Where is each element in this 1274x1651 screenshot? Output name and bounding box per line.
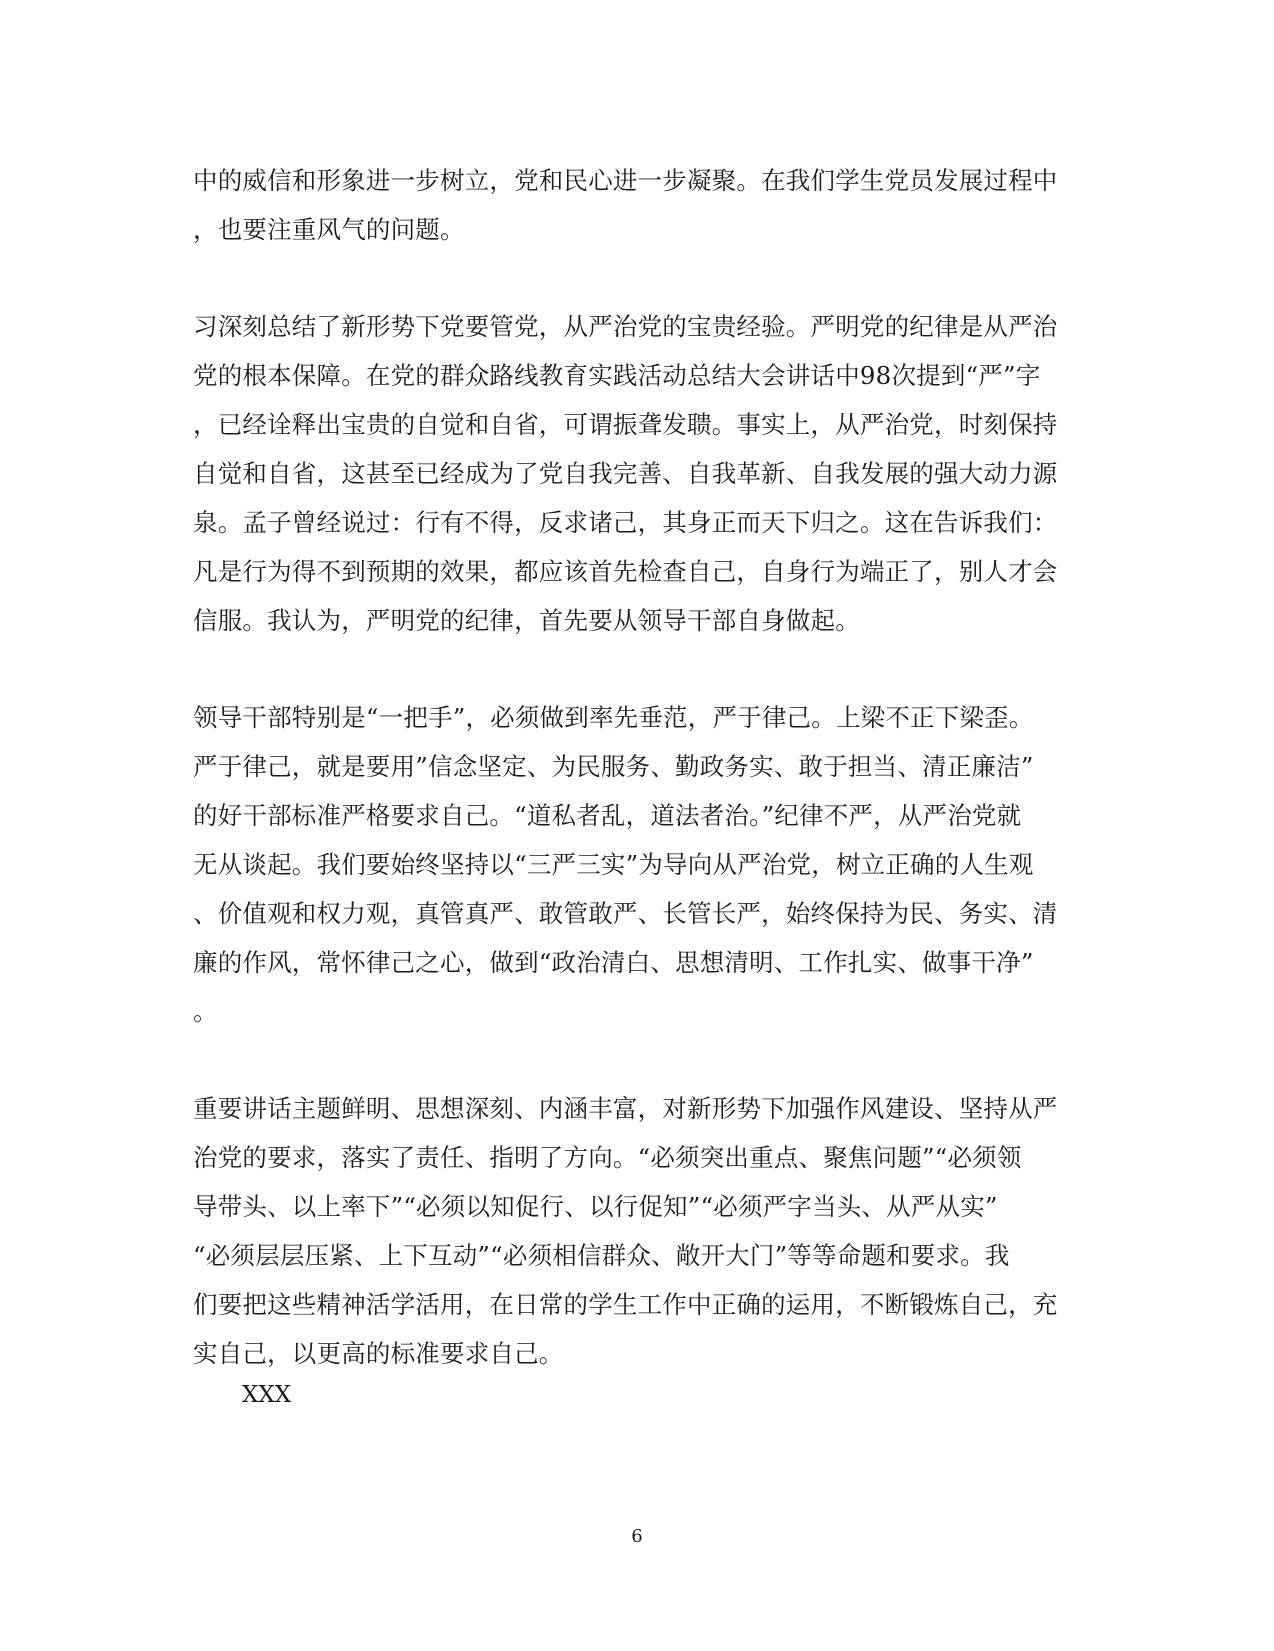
text-line: 严于律己，就是要用”信念坚定、为民服务、勤政务实、敢于担当、清正廉洁” [193,752,1034,781]
text-line: 廉的作风，常怀律己之心，做到“政治清白、思想清明、工作扎实、做事干净” [193,948,1034,977]
text-line: 治党的要求，落实了责任、指明了方向。“必须突出重点、聚焦问题”“必须领 [193,1143,1022,1172]
text-line: 泉。孟子曾经说过：行有不得，反求诸己，其身正而天下归之。这在告诉我们： [193,508,1058,537]
text-line: ，已经诠释出宝贵的自觉和自省，可谓振聋发聩。事实上，从严治党，时刻保持 [193,410,1058,439]
text-line: 实自己，以更高的标准要求自己。 [193,1339,564,1368]
paragraph-3 [193,693,1073,1036]
paragraph-4 [193,1084,1073,1378]
signature: XXX [242,1382,292,1408]
text-line: 。 [193,997,218,1026]
text-line: 导带头、以上率下”“必须以知促行、以行促知”“必须严字当头、从严从实” [193,1192,998,1221]
text-line: “必须层层压紧、上下互动”“必须相信群众、敞开大门”等等命题和要求。我 [193,1241,1010,1270]
paragraph-2 [193,302,1073,645]
text-line: 自觉和自省，这甚至已经成为了党自我完善、自我革新、自我发展的强大动力源 [193,459,1058,488]
text-line: 党的根本保障。在党的群众路线教育实践活动总结大会讲话中98次提到“严”字 [193,361,1041,390]
text-line: 、价值观和权力观，真管真严、敢管敢严、长管长严，始终保持为民、务实、清 [193,899,1058,928]
page-number: 6 [631,1526,643,1547]
text-line: 信服。我认为，严明党的纪律，首先要从领导干部自身做起。 [193,606,860,635]
text-line: 无从谈起。我们要始终坚持以“三严三实”为导向从严治党，树立正确的人生观 [193,850,1034,879]
text-line: 重要讲话主题鲜明、思想深刻、内涵丰富，对新形势下加强作风建设、坚持从严 [193,1094,1058,1123]
text-line: ，也要注重风气的问题。 [193,215,465,244]
paragraph-1 [193,156,1073,254]
text-line: 凡是行为得不到预期的效果，都应该首先检查自己，自身行为端正了，别人才会 [193,557,1058,586]
text-line: 领导干部特别是“一把手”，必须做到率先垂范，严于律己。上梁不正下梁歪。 [193,703,1034,732]
text-line: 们要把这些精神活学活用，在日常的学生工作中正确的运用，不断锻炼自己，充 [193,1290,1058,1319]
text-line: 的好干部标准严格要求自己。“道私者乱，道法者治。”纪律不严，从严治党就 [193,801,1022,830]
body-text [193,156,1073,1378]
text-line: 习深刻总结了新形势下党要管党，从严治党的宝贵经验。严明党的纪律是从严治 [193,312,1058,341]
text-line: 中的威信和形象进一步树立，党和民心进一步凝聚。在我们学生党员发展过程中 [193,166,1058,195]
